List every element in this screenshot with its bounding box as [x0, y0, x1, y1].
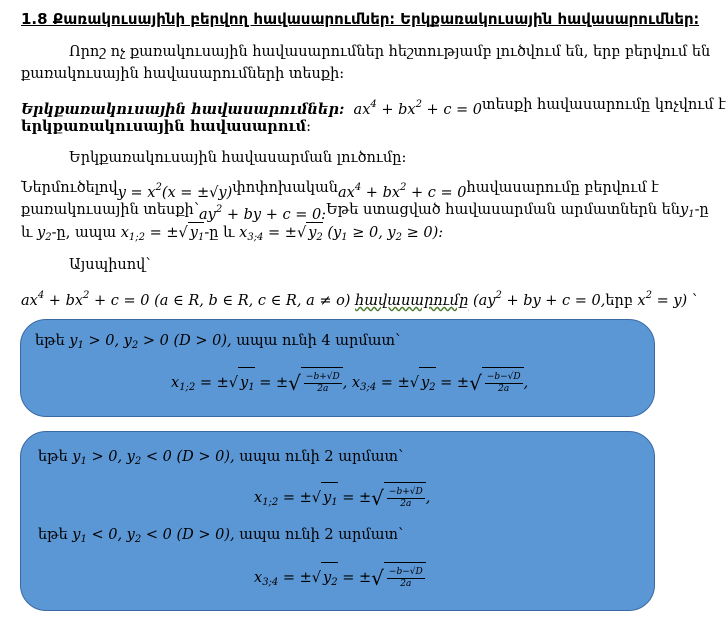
- summary-equation: $ax^4 + bx^2 + c = 0$ (a ∈ R, b ∈ R, c ∈ R, a ≠ o): [21, 290, 351, 309]
- substitution-word-3: հավասարումը բերվում է: [466, 180, 659, 196]
- roots-x12: $x_{1;2}$ = ±√ $y_1$: [121, 225, 205, 241]
- case3-condition: [38, 525, 403, 550]
- substitution-text-3a: և: [21, 225, 33, 241]
- quadratic-equation: $ay^2$ + by + c = 0։: [199, 204, 327, 223]
- definition-rest: տեսքի հավասարումը կոչվում է: [482, 97, 726, 113]
- case3-then: ապա ունի 2 արմատ՝: [239, 527, 404, 543]
- case-box-four-roots: [20, 319, 655, 417]
- case2-inequalities: $y_1 > 0$, $y_2 < 0$ (D > 0),: [72, 449, 235, 467]
- intro-text-2: քառակուսային հավասարումների տեսքի։: [21, 66, 345, 82]
- definition-term: Երկքառակուսային հավասարումներ:: [21, 101, 345, 118]
- root-y1: $y_1$: [679, 202, 695, 220]
- case2-formula: $x_{1;2}$ = ±√ $y_1$ = ±√ $\frac{-b+√D}{2a}$ ,: [254, 482, 430, 518]
- substitution-text-2b: Եթե ստացված հավասարման արմատներն են: [326, 202, 680, 218]
- case2-if: եթե: [38, 449, 68, 465]
- substitution-word-2: փոփոխական: [232, 180, 338, 196]
- definition-text-2: երկքառակուսային հավասարում։: [21, 118, 312, 135]
- substitution-word-1: Ներմուծելով: [21, 180, 118, 196]
- page-title: 1.8 Քառակուսայինի բերվող հավասարումներ։ Երկքառակուսային հավասարումներ։: [21, 10, 700, 28]
- summary-line: $ax^4 + bx^2 + c = 0$ (a ∈ R, b ∈ R, c ∈ R, a ≠ o) հավասարումը ($ay^2$ + by + c = 0,երբ $x^2 = y$) ՝: [21, 290, 698, 309]
- case1-condition: [35, 331, 400, 356]
- case1-formula: $x_{1;2}$ = ±√ $y_1$ = ±√ $\frac{-b+√D}{2a}$ , $x_{3;4}$ = ±√ $y_2$ = ±√ $\frac{-b-√D}{2a}$ ,: [171, 367, 528, 403]
- substitution-text-2a: քառակուսային տեսքի՝: [21, 202, 200, 218]
- case-box-two-roots: [20, 431, 655, 611]
- substitution-formula: $y = x^2(x = \pm√y)$: [117, 182, 233, 201]
- substitution-text-2c: -ը: [694, 202, 709, 218]
- biquadratic-equation: $ax^4 + bx^2 + c = 0$: [338, 182, 467, 201]
- summary-word: հավասարումը: [355, 293, 469, 309]
- case1-if: եթե: [35, 333, 65, 349]
- case3-formula: $x_{3;4}$ = ±√ $y_2$ = ±√ $\frac{-b-√D}{2a}$: [254, 562, 426, 598]
- summary-substitution: $x^2 = y$): [637, 290, 688, 309]
- root-y2: $y_2$: [37, 225, 52, 243]
- solution-intro: [69, 148, 406, 168]
- definition-equation: $ax^4 + bx^2 + c = 0$: [348, 99, 483, 118]
- case2-then: ապա ունի 2 արմատ՝: [239, 449, 404, 465]
- case3-if: եթե: [38, 527, 68, 543]
- summary-when: երբ: [605, 293, 633, 309]
- thus-label: [69, 255, 151, 275]
- substitution-text-3b: -ը, ապա: [51, 225, 117, 241]
- case1-inequalities: $y_1 > 0$, $y_2 > 0$ (D > 0),: [69, 333, 232, 351]
- definition-line2: [21, 117, 311, 137]
- thus-text: Այսպիսով՝: [69, 257, 151, 273]
- intro-paragraph-line2: [21, 64, 344, 84]
- intro-text-1: Որոշ ոչ քառակուսային հավասարումներ հեշտությամբ լուծվում են, երբ բերվում են: [69, 44, 711, 60]
- substitution-line3: [21, 222, 443, 248]
- case3-inequalities: $y_1 < 0$, $y_2 < 0$ (D > 0),: [72, 527, 235, 545]
- solution-intro-text: Երկքառակուսային հավասարման լուծումը։: [69, 150, 407, 166]
- summary-quadratic: ($ay^2$ + by + c = 0,: [472, 290, 606, 309]
- intro-paragraph-line1: [69, 42, 711, 62]
- roots-x34: $x_{3;4}$ = ±√ $y_2$ ($y_1 \ge 0$, $y_2 \ge 0$):: [239, 225, 443, 241]
- substitution-text-3c: -ը և: [204, 225, 235, 241]
- case1-then: ապա ունի 4 արմատ՝: [236, 333, 401, 349]
- case2-condition: [38, 447, 403, 472]
